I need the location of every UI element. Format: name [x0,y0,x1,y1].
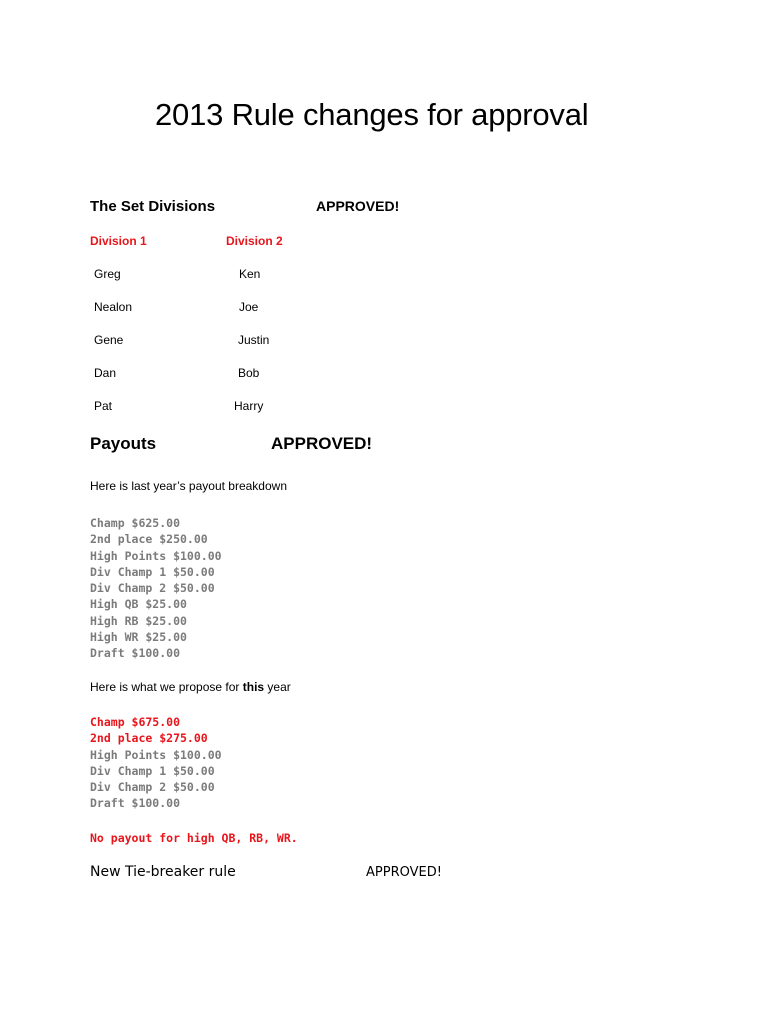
proposal-intro-text: year [264,680,291,694]
last-year-payout-list [90,515,222,662]
proposed-payout-list [90,714,222,812]
last-year-intro: Here is last year’s payout breakdown [90,479,287,493]
proposal-intro [90,680,291,694]
payout-item: Div Champ 2 $50.00 [90,780,215,795]
division-1-member: Dan [94,366,117,380]
payout-item: Draft $100.00 [90,646,181,661]
division-2-member: Ken [239,267,261,281]
division-1-member: Greg [94,267,121,281]
payout-item: Draft $100.00 [90,796,181,811]
payout-note: No payout for high QB, RB, WR. [90,831,298,845]
set-divisions-status: APPROVED! [316,198,400,214]
payout-item: High RB $25.00 [90,613,187,628]
payout-item: High QB $25.00 [90,597,187,612]
payout-item: Champ $675.00 [90,715,181,729]
division-1-member: Gene [94,333,124,347]
payouts-status: APPROVED! [271,434,373,453]
set-divisions-heading: The Set Divisions [90,198,216,215]
payout-item: 2nd place $250.00 [90,532,208,547]
payout-item: High WR $25.00 [90,630,187,645]
payout-item: High Points $100.00 [90,548,222,563]
proposal-intro-text: Here is what we propose for [90,680,243,694]
page-title: 2013 Rule changes for approval [155,97,589,132]
payouts-heading: Payouts [90,434,157,453]
payout-item: Div Champ 1 $50.00 [90,564,215,579]
payout-item: High Points $100.00 [90,747,222,762]
tie-breaker-status: APPROVED! [366,865,442,880]
division-1-member: Nealon [94,300,133,314]
division-2-member: Harry [234,399,264,413]
payout-item: Champ $625.00 [90,516,181,530]
division-2-heading: Division 2 [226,234,283,248]
payout-item: Div Champ 1 $50.00 [90,763,215,778]
division-2-member: Justin [238,333,270,347]
payout-item: 2nd place $275.00 [90,731,208,746]
payout-item: Div Champ 2 $50.00 [90,581,215,596]
division-1-heading: Division 1 [90,234,147,248]
division-1-member: Pat [94,399,113,413]
division-2-member: Bob [238,366,260,380]
proposal-intro-emphasis: this [242,680,265,694]
tie-breaker-heading: New Tie-breaker rule [90,864,236,880]
division-2-member: Joe [239,300,259,314]
